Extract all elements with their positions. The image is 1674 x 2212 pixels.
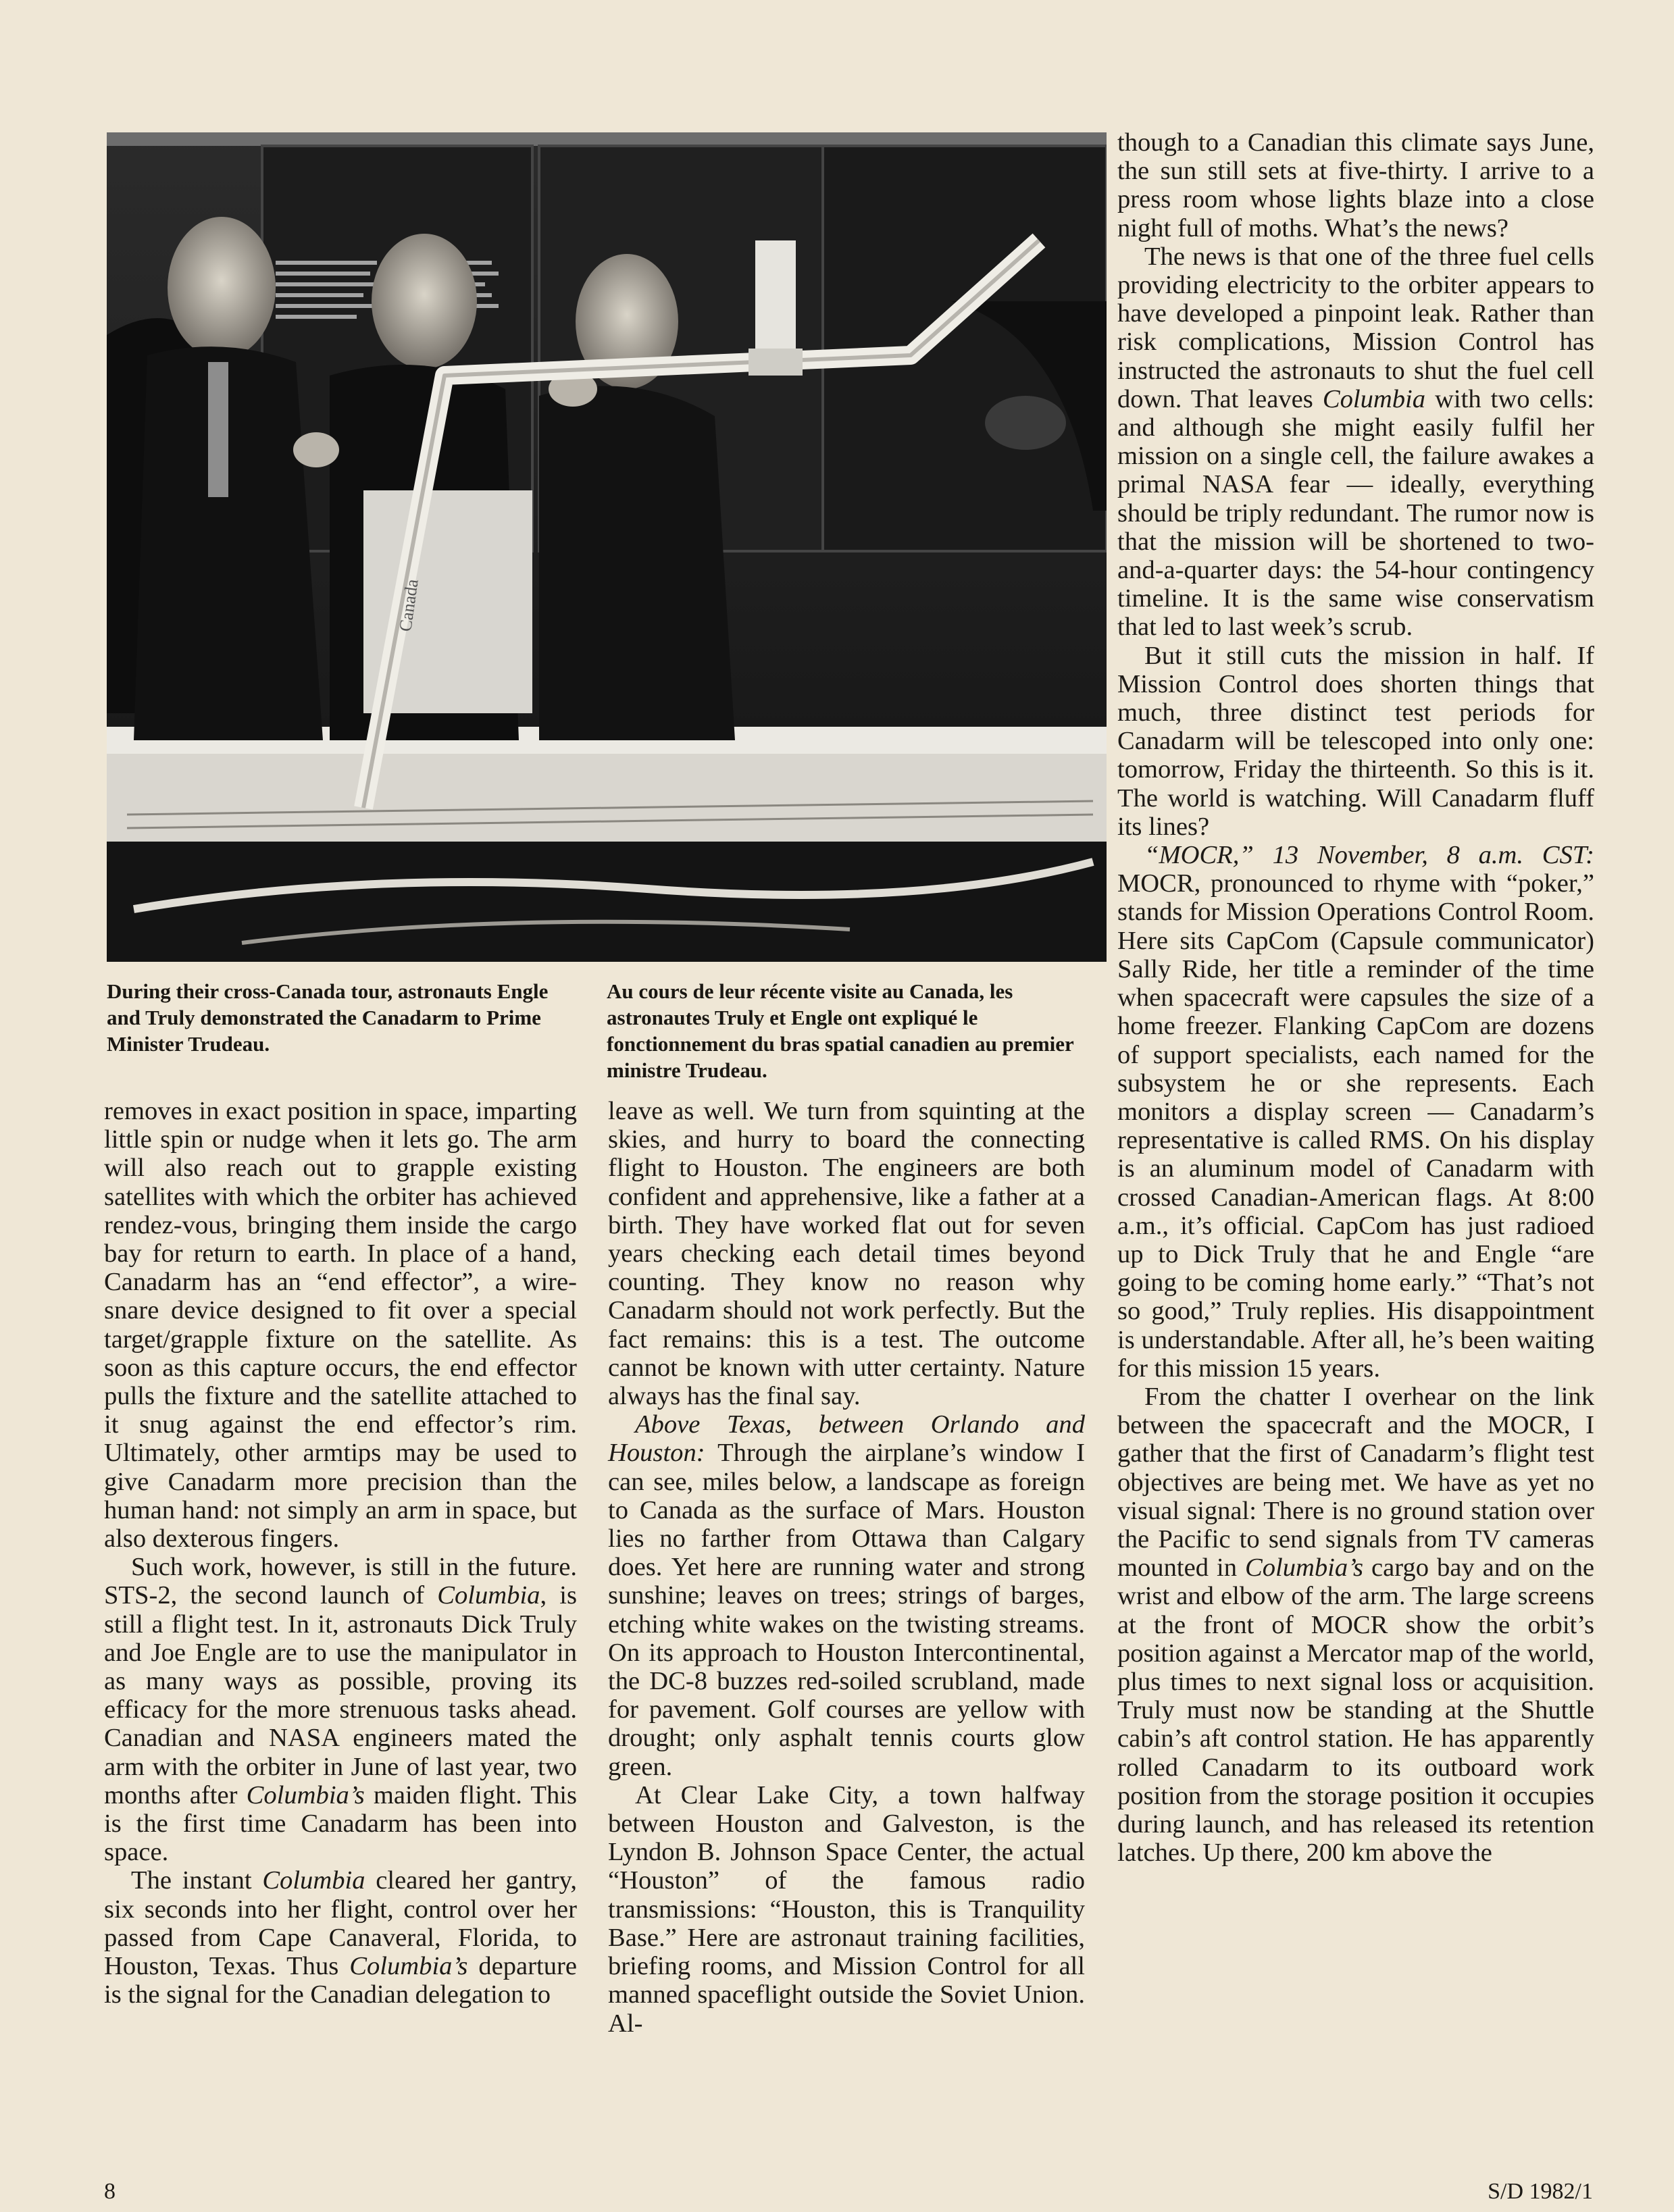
- col3-p2-italic-b: Columbia: [1322, 384, 1426, 413]
- col3-p4-dateline: “MOCR,” 13 November, 8 a.m. CST:: [1144, 841, 1594, 870]
- photo-canadarm-demonstration: [107, 132, 1107, 962]
- issue-label: S/D 1982/1: [1488, 2179, 1593, 2204]
- caption-english: During their cross-Canada tour, astronauts Engle and Truly demonstrated the Canadarm to Prime Minister Trudeau.: [107, 979, 549, 1056]
- col1-p2-italic-b: Columbia: [437, 1581, 540, 1610]
- col3-paragraph-3: But it still cuts the mission in half. If Mission Control does shorten things that much, three distinct test periods for Canadarm will be telescoped into only one: tomorrow, Friday the thirteenth. So this is it. The world is watching. Will Canadarm fluff its lines?: [1117, 641, 1594, 841]
- col3-p5-italic-b: Columbia’s: [1244, 1553, 1364, 1583]
- page-number: 8: [104, 2179, 116, 2204]
- col1-p3-text-a: The instant: [131, 1866, 263, 1895]
- col1-p3-italic-d: Columbia’s: [349, 1952, 468, 1981]
- col1-p3-text-e: departure is the signal for the Canadian delegation to: [104, 1952, 578, 2009]
- col1-p2-text-a: Such work, however, is still in the future. STS-2, the second launch of: [104, 1553, 577, 1610]
- col2-p2-dateline: Above Texas, between Orlando and Houston:: [608, 1410, 1085, 1468]
- col1-p3-text-c: cleared her gantry, six seconds into her flight, control over her passed from Cape Canaveral, Florida, to Houston, Texas. Thus: [104, 1866, 577, 1981]
- col2-paragraph-2: [608, 1410, 1085, 1781]
- col3-p2-text-a: The news is that one of the three fuel cells providing electricity to the orbiter appears to have developed a pinpoint leak. Rather than risk complications, Mission Control has instructed the astronauts to shut the fuel cell down. That leaves: [1117, 242, 1594, 413]
- col1-p2-text-c: , is still a flight test. In it, astronauts Dick Truly and Joe Engle are to use the manipulator in as many ways as possible, proving its efficacy for the more strenuous tasks ahead. Canadian and NASA engineers mated the arm with the orbiter in June of last year, two months after: [104, 1581, 578, 1809]
- col3-paragraph-4: [1117, 841, 1594, 1383]
- col1-paragraph-2: [104, 1553, 577, 1866]
- col3-paragraph-1: though to a Canadian this climate says June, the sun still sets at five-thirty. I arrive to a press room whose lights blaze into a close night full of moths. What’s the news?: [1117, 128, 1594, 242]
- caption-french: Au cours de leur récente visite au Canada, les astronautes Truly et Engle ont expliqué le fonctionnement du bras spatial canadien au premier ministre Trudeau.: [607, 979, 1074, 1082]
- col3-paragraph-5: [1117, 1383, 1594, 1867]
- text-column-1: [104, 1097, 577, 2009]
- col2-p2-text: Through the airplane’s window I can see, miles below, a landscape as foreign to Canada as the surface of Mars. Houston lies no farther from Ottawa than Calgary does. Yet here are running water and strong sunshine; leaves on trees; strings of barges, etching white wakes on the twisting streams. On its approach to Houston Intercontinental, the DC-8 buzzes red-soiled scrubland, made for pavement. Golf courses are yellow with drought; only asphalt tennis courts glow green.: [608, 1439, 1085, 1781]
- col1-paragraph-1: removes in exact position in space, imparting little spin or nudge when it lets go. The arm will also reach out to grapple existing satellites with which the orbiter has achieved rendez-vous, bringing them inside the cargo bay for return to earth. In place of a hand, Canadarm has an “end effector”, a wire-snare device designed to fit over a special target/grapple fixture on the satellite. As soon as this capture occurs, the end effector pulls the fixture and the satellite attached to it snug against the end effector’s rim. Ultimately, other armtips may be used to give Canadarm more precision than the human hand: not simply an arm in space, but also dexterous fingers.: [104, 1097, 577, 1553]
- col1-p3-italic-b: Columbia: [262, 1866, 365, 1895]
- arm-label: Canada: [395, 577, 422, 633]
- col3-p2-text-c: with two cells: and although she might easily fulfil her mission on a single cell, the failure awakes a primal NASA fear — ideally, everything should be triply redundant. The rumor now is that the mission will be shortened to two-and-a-quarter days: the 54-hour contingency timeline. It is the same wise conservatism that led to last week’s scrub.: [1117, 384, 1594, 642]
- text-column-3: [1117, 128, 1594, 1867]
- col2-paragraph-3: At Clear Lake City, a town halfway between Houston and Galveston, is the Lyndon B. Johnson Space Center, the actual “Houston” of the famous radio transmissions: “Houston, this is Tranquility Base.” Here are astronaut training facilities, briefing rooms, and Mission Control for all manned spaceflight outside the Soviet Union. Al-: [608, 1780, 1085, 2038]
- col3-paragraph-2: [1117, 242, 1594, 642]
- photo-illustration: [107, 132, 1107, 962]
- col2-paragraph-1: leave as well. We turn from squinting at the skies, and hurry to board the connecting flight to Houston. The engineers are both confident and apprehensive, like a father at a birth. They have worked flat out for seven years checking each detail times beyond counting. They know no reason why Canadarm should not work perfectly. But the fact remains: this is a test. The outcome cannot be known with utter certainty. Nature always has the final say.: [608, 1097, 1085, 1411]
- text-column-2: [608, 1097, 1085, 2038]
- col1-paragraph-3: [104, 1866, 577, 2009]
- col3-p5-text-c: cargo bay and on the wrist and elbow of the arm. The large screens at the front of MOCR show the orbit’s position against a Mercator map of the world, plus times to next signal loss or acquisition. Truly must now be standing at the Shuttle cabin’s aft control station. He has apparently rolled Canadarm to its outboard work position from the storage position it occupies during launch, and has released its retention latches. Up there, 200 km above the: [1117, 1553, 1594, 1868]
- col1-p2-text-e: maiden flight. This is the first time Canadarm has been into space.: [104, 1780, 577, 1867]
- col3-p4-text: MOCR, pronounced to rhyme with “poker,” stands for Mission Operations Control Room. Here sits CapCom (Capsule communicator) Sally Ride, her title a reminder of the time when spacecraft were capsules the size of a home freezer. Flanking CapCom are dozens of support specialists, each named for the subsystem he or she represents. Each monitors a display screen — Canadarm’s representative is called RMS. On his display is an aluminum model of Canadarm with crossed Canadian-American flags. At 8:00 a.m., it’s official. CapCom has just radioed up to Dick Truly that he and Engle “are going to be coming home early.” “That’s not so good,” Truly replies. His disappointment is understandable. After all, he’s been waiting for this mission 15 years.: [1117, 869, 1594, 1383]
- col1-p2-italic-d: Columbia’s: [246, 1780, 365, 1809]
- col3-p5-text-a: From the chatter I overhear on the link between the spacecraft and the MOCR, I gather that the first of Canadarm’s flight test objectives are being met. We have as yet no visual signal: There is no ground station over the Pacific to send signals from TV cameras mounted in: [1117, 1382, 1594, 1583]
